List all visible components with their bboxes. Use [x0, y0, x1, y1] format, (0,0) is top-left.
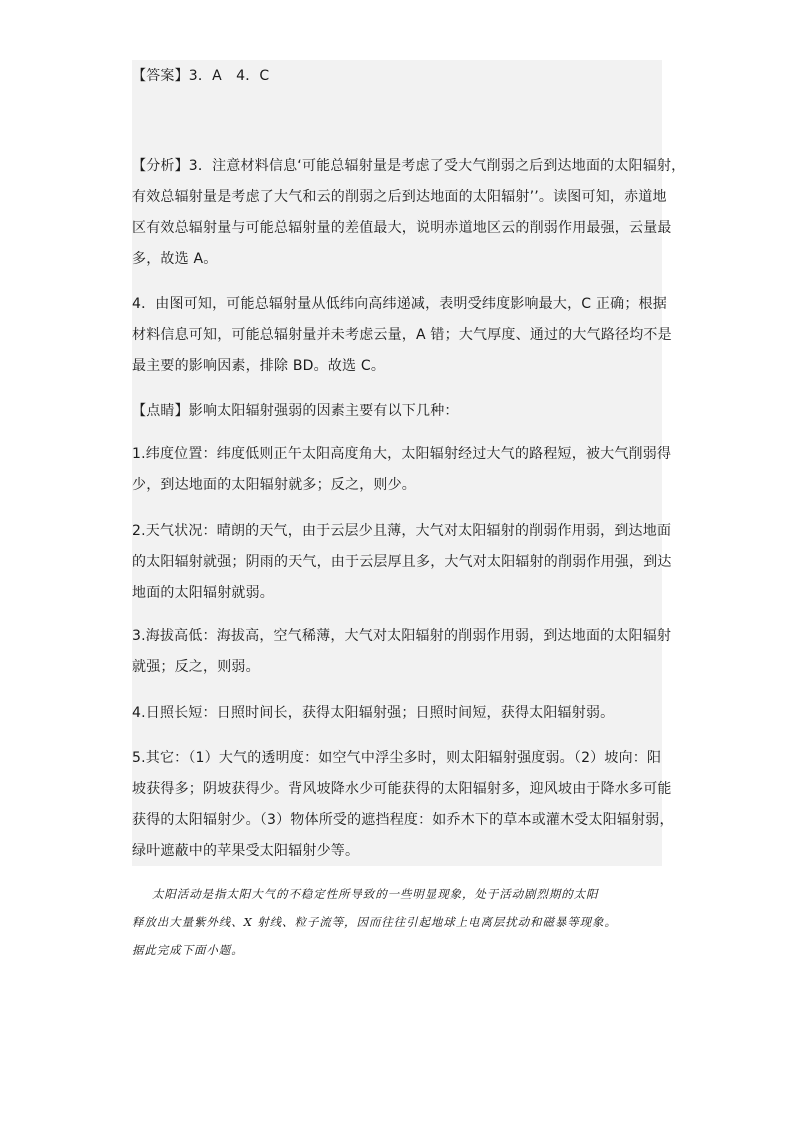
analysis-line: 多，故选 A。	[132, 251, 218, 267]
answer-line: 【答案】3．A 4．C	[132, 68, 270, 84]
factor-line: 少，到达地面的太阳辐射就多；反之，则少。	[132, 477, 416, 493]
analysis-line: 区有效总辐射量与可能总辐射量的差值最大，说明赤道地区云的削弱作用最强，云量最	[132, 220, 672, 236]
factor-line: 4.日照长短：日照时间长，获得太阳辐射强；日照时间短，获得太阳辐射弱。	[132, 705, 615, 721]
question-stem-line: 释放出大量紫外线、X 射线、粒子流等，因而往往引起地球上电离层扰动和磁暴等现象。	[132, 915, 617, 929]
question-stem-line: 太阳活动是指太阳大气的不稳定性所导致的一些明显现象，处于活动剧烈期的太阳	[152, 887, 599, 901]
analysis-line: 最主要的影响因素，排除 BD。故选 C。	[132, 358, 386, 374]
factor-line: 地面的太阳辐射就弱。	[132, 585, 274, 601]
factor-line: 5.其它：（1）大气的透明度：如空气中浮尘多时，则太阳辐射强度弱。（2）坡向：阳	[132, 750, 662, 766]
factor-line: 1.纬度位置：纬度低则正午太阳高度角大，太阳辐射经过大气的路程短，被大气削弱得	[132, 446, 672, 462]
question-stem-line: 据此完成下面小题。	[132, 943, 244, 957]
factor-line: 坡获得多；阴坡获得少。背风坡降水少可能获得的太阳辐射多，迎风坡由于降水多可能	[132, 781, 672, 797]
factor-line: 绿叶遮蔽中的苹果受太阳辐射少等。	[132, 843, 360, 859]
factor-line: 获得的太阳辐射少。（3）物体所受的遮挡程度：如乔木下的草本或灌木受太阳辐射弱，	[132, 812, 674, 828]
tips-heading: 【点睛】影响太阳辐射强弱的因素主要有以下几种：	[132, 403, 459, 419]
analysis-line: 4．由图可知，可能总辐射量从低纬向高纬递减，表明受纬度影响最大，C 正确；根据	[132, 296, 667, 312]
factor-line: 2.天气状况：晴朗的天气，由于云层少且薄，大气对太阳辐射的削弱作用弱，到达地面	[132, 523, 672, 539]
analysis-line: 材料信息可知，可能总辐射量并未考虑云量，A 错；大气厚度、通过的大气路径均不是	[132, 327, 672, 343]
analysis-line: 有效总辐射量是考虑了大气和云的削弱之后到达地面的太阳辐射’’。读图可知，赤道地	[132, 189, 667, 205]
factor-line: 就强；反之，则弱。	[132, 659, 260, 675]
factor-line: 的太阳辐射就强；阴雨的天气，由于云层厚且多，大气对太阳辐射的削弱作用强，到达	[132, 554, 672, 570]
factor-line: 3.海拔高低：海拔高，空气稀薄，大气对太阳辐射的削弱作用弱，到达地面的太阳辐射	[132, 628, 672, 644]
analysis-line: 【分析】3．注意材料信息‘可能总辐射量是考虑了受大气削弱之后到达地面的太阳辐射，	[132, 158, 686, 174]
